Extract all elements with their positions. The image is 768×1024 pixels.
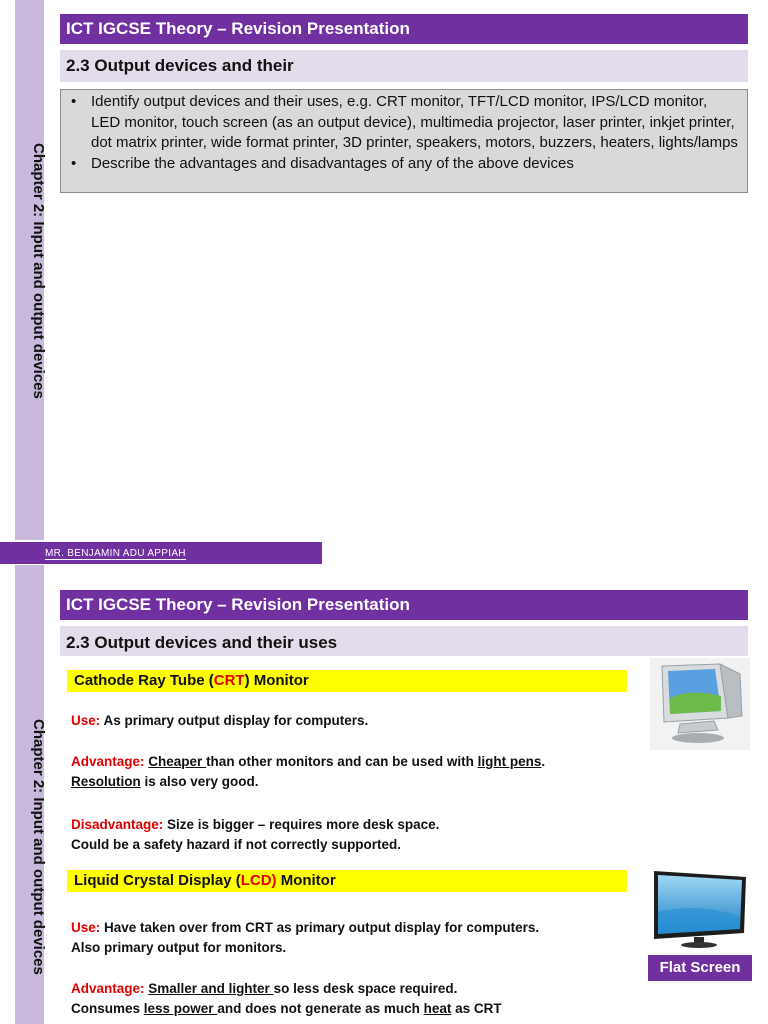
- crt-monitor-image: [650, 658, 750, 750]
- adv-text-mid: and does not generate as much: [217, 1001, 424, 1016]
- advantage-label: Advantage:: [71, 754, 145, 769]
- side-label-container: [14, 565, 47, 1024]
- adv-light-pens: light pens: [477, 754, 542, 769]
- lcd-abbr: LCD): [240, 872, 277, 889]
- adv-consumes: Consumes: [71, 1001, 144, 1016]
- use-label: Use:: [71, 920, 101, 935]
- advantage-label: Advantage:: [71, 981, 145, 996]
- lcd-monitor-image: [650, 867, 750, 949]
- presentation-header: ICT IGCSE Theory – Revision Presentation: [60, 590, 748, 620]
- section-title: 2.3 Output devices and their: [60, 50, 748, 82]
- lcd-title: [67, 870, 627, 892]
- dis-text-2: Could be a safety hazard if not correctly supported.: [71, 837, 402, 852]
- use-label: Use:: [71, 713, 101, 728]
- adv-text: so less desk space required.: [273, 981, 458, 996]
- adv-heat: heat: [423, 1001, 452, 1016]
- objective-item: • Identify output devices and their uses, e.g. CRT monitor, TFT/LCD monitor, IPS/LCD monitor, LED monitor, touch screen (as an output device), multimedia projector, laser printer, inkjet printer, dot matrix printer, wide format printer, 3D printer, speakers, motors, buzzers, heaters, lights/lamps: [91, 92, 739, 154]
- use-text-2: Also primary output for monitors.: [71, 940, 287, 955]
- side-label: Chapter 2: Input and output devices: [30, 143, 47, 399]
- objective-item: • Describe the advantages and disadvantages of any of the above devices: [91, 154, 739, 175]
- adv-text-end: is also very good.: [140, 774, 259, 789]
- author-name: MR. BENJAMIN ADU APPIAH: [45, 548, 186, 559]
- side-label: Chapter 2: Input and output devices: [30, 719, 47, 975]
- side-label-container: [14, 0, 47, 540]
- lcd-use: [71, 918, 631, 958]
- disadvantage-label: Disadvantage:: [71, 817, 164, 832]
- objectives-box: [60, 89, 748, 193]
- crt-title-text: Cathode Ray Tube (: [74, 672, 214, 689]
- adv-text: than other monitors and can be used with: [206, 754, 478, 769]
- crt-disadvantage: [71, 815, 591, 855]
- crt-abbr: CRT: [213, 672, 245, 689]
- crt-advantage: [71, 752, 571, 792]
- use-text: Have taken over from CRT as primary output display for computers.: [100, 920, 540, 935]
- objectives-list: [67, 92, 739, 174]
- crt-title: [67, 670, 627, 692]
- adv-text-end: as CRT: [451, 1001, 502, 1016]
- lcd-title-text-end: Monitor: [276, 872, 336, 889]
- dis-text: Size is bigger – requires more desk space.: [163, 817, 440, 832]
- adv-resolution: Resolution: [71, 774, 141, 789]
- adv-sep: .: [541, 754, 546, 769]
- crt-title-text-end: ) Monitor: [244, 672, 309, 689]
- lcd-title-text: Liquid Crystal Display (: [74, 872, 241, 889]
- presentation-header: ICT IGCSE Theory – Revision Presentation: [60, 14, 748, 44]
- adv-smaller-lighter: Smaller and lighter: [148, 981, 274, 996]
- slide-2: [0, 565, 768, 1024]
- flat-screen-label: Flat Screen: [648, 955, 752, 981]
- adv-cheaper: Cheaper: [148, 754, 207, 769]
- use-text: As primary output display for computers.: [100, 713, 369, 728]
- crt-use: [71, 711, 591, 731]
- section-title: 2.3 Output devices and their uses: [60, 626, 748, 656]
- adv-less-power: less power: [143, 1001, 218, 1016]
- footer-bar: [0, 542, 322, 564]
- lcd-advantage: [71, 979, 631, 1019]
